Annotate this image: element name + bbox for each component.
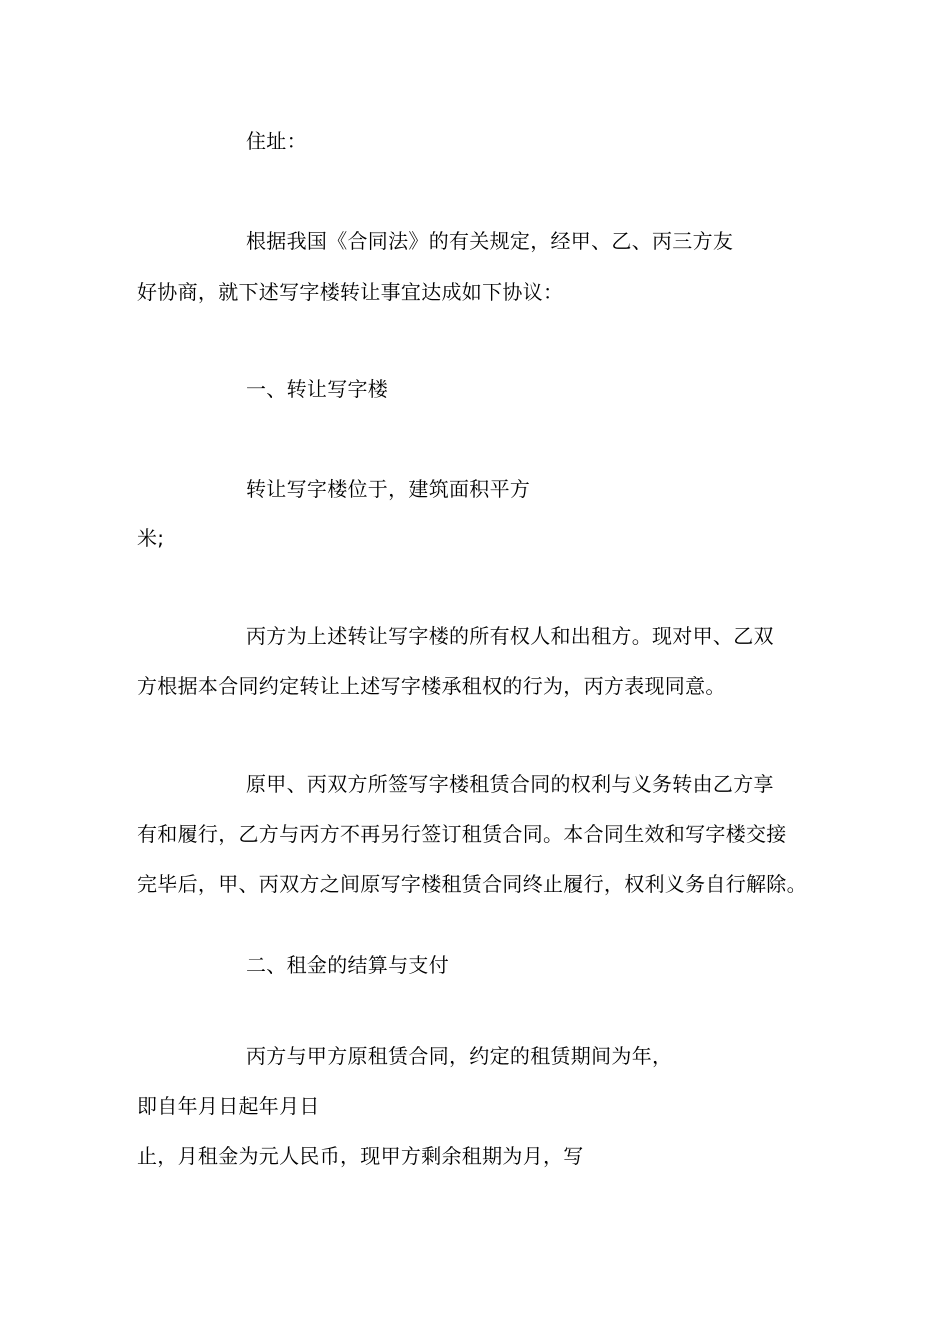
paragraph-line: 转让写字楼位于，建筑面积平方 [246,477,531,501]
paragraph-line: 完毕后，甲、丙双方之间原写字楼租赁合同终止履行，权利义务自行解除。 [137,872,807,896]
preamble-line-2: 好协商，就下述写字楼转让事宜达成如下协议： [137,280,564,304]
paragraph-line: 米; [137,526,165,550]
section-heading-2: 二、租金的结算与支付 [246,953,449,977]
paragraph-line: 即自年月日起年月日 [137,1094,320,1118]
paragraph-line: 原甲、丙双方所签写字楼租赁合同的权利与义务转由乙方享 [246,772,774,796]
section-heading-1: 一、转让写字楼 [246,377,389,401]
address-line: 住址： [246,129,307,153]
paragraph-line: 有和履行，乙方与丙方不再另行签订租赁合同。本合同生效和写字楼交接 [137,822,787,846]
paragraph-line: 丙方与甲方原租赁合同，约定的租赁期间为年， [246,1044,673,1068]
paragraph-line: 止，月租金为元人民币，现甲方剩余租期为月，写 [137,1144,584,1168]
paragraph-line: 方根据本合同约定转让上述写字楼承租权的行为，丙方表现同意。 [137,674,726,698]
preamble-line-1: 根据我国《合同法》的有关规定，经甲、乙、丙三方友 [246,229,734,253]
paragraph-line: 丙方为上述转让写字楼的所有权人和出租方。现对甲、乙双 [246,624,774,648]
